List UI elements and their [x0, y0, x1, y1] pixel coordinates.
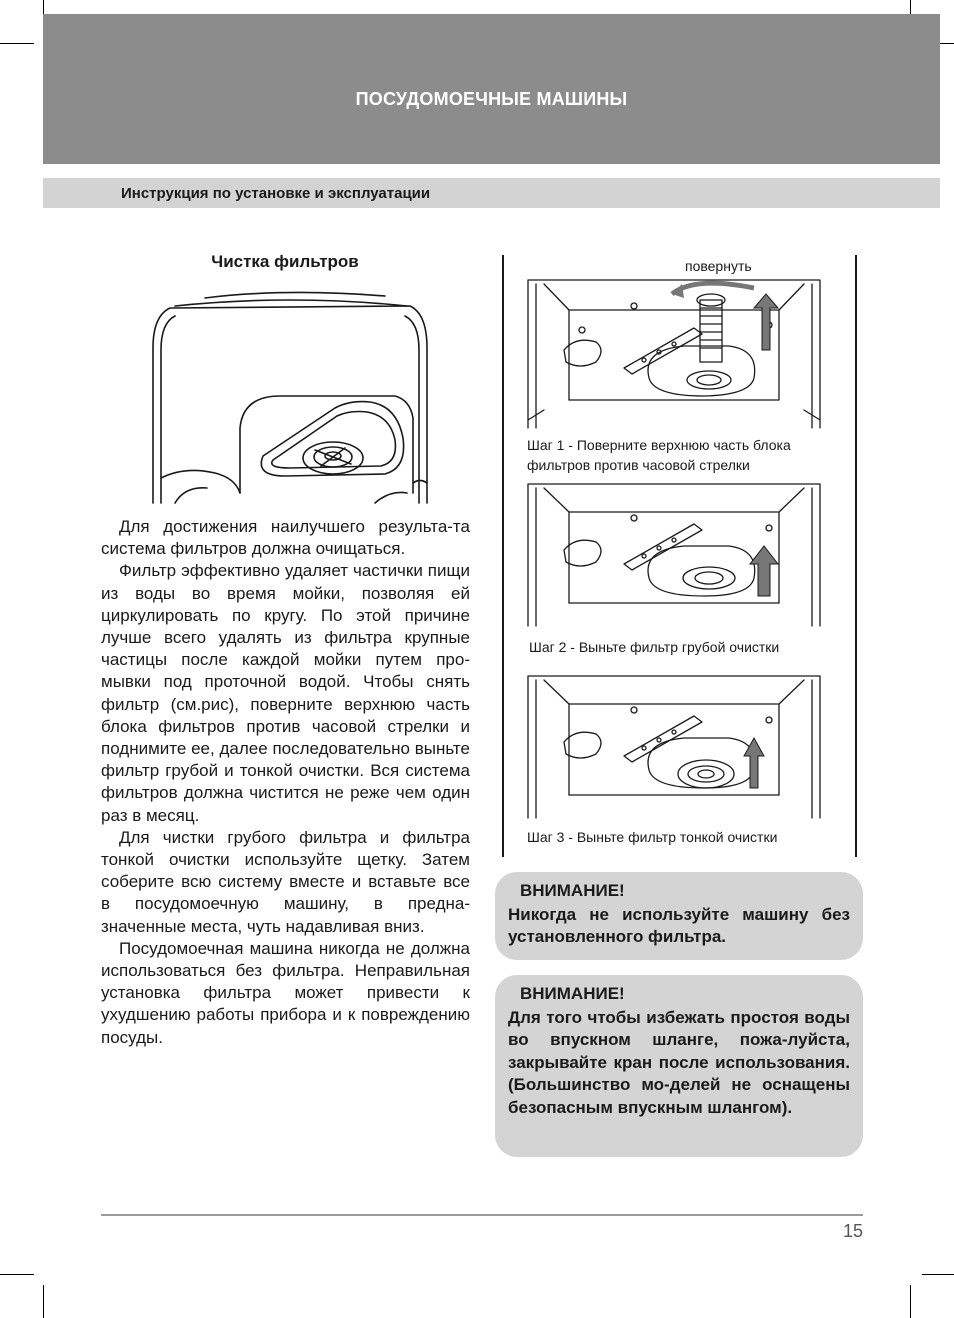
body-paragraph: Фильтр эффективно удаляет частички пищи из воды во время мойки, позволяя ей циркулировать по кругу. По этой причине лучше всего удалять из фильтра крупные частицы после каждой мойки путем про-мывки под проточной водой. Чтобы снять фильтр (см.рис), поверните верхнюю часть блока фильтров против часовой стрелки и поднимите ее, далее последовательно выньте фильтр грубой и тонкой очистки. Вся система фильтров должна чистится не реже чем один раз в месяц. — [101, 561, 470, 825]
rotate-label: повернуть — [685, 258, 752, 274]
warning-text: Для того чтобы избежать простоя воды во впускном шланге, пожа-луйста, закрывайте кран после использования. (Большинство мо-делей не оснащены безопасным впускным шлангом). — [508, 1008, 850, 1117]
column-divider-right — [855, 255, 857, 857]
warning-title: ВНИМАНИЕ! — [520, 984, 625, 1003]
dishwasher-filter-illustration — [145, 278, 435, 513]
step2-illustration — [524, 478, 824, 628]
step1-caption-line2: фильтров против часовой стрелки — [527, 457, 750, 473]
crop-mark — [922, 1274, 954, 1275]
header-band — [43, 14, 940, 164]
document-subtitle: Инструкция по установке и эксплуатации — [121, 185, 431, 202]
warning-text: Никогда не используйте машину без установленного фильтра. — [508, 905, 850, 947]
page-title: ПОСУДОМОЕЧНЫЕ МАШИНЫ — [355, 89, 628, 109]
body-paragraph: Посудомоечная машина никогда не должна использоваться без фильтра. Неправильная установка фильтра может привести к ухудшению работы прибора и к повреждению посуды. — [101, 938, 470, 1047]
crop-mark — [910, 1285, 911, 1318]
step2-caption: Шаг 2 - Выньте фильтр грубой очистки — [529, 639, 780, 655]
crop-mark — [0, 43, 34, 44]
warning-title: ВНИМАНИЕ! — [520, 881, 625, 900]
body-paragraph: Для достижения наилучшего результа-та система фильтров должна очищаться. — [101, 517, 470, 559]
column-divider-left — [502, 255, 504, 857]
body-paragraph: Для чистки грубого фильтра и фильтра тонкой очистки используйте щетку. Затем соберите всю систему вместе и вставьте все в посудомоечную машину, в предна-значенные места, чуть надавливая вниз. — [101, 827, 470, 936]
page-number: 15 — [842, 1221, 863, 1241]
step3-caption: Шаг 3 - Выньте фильтр тонкой очистки — [527, 829, 778, 845]
subheader-band — [43, 178, 940, 208]
body-text — [101, 516, 470, 1049]
footer-rule — [101, 1214, 863, 1216]
warning-box-1 — [495, 872, 863, 960]
step1-caption-line1: Шаг 1 - Поверните верхнюю часть блока — [527, 437, 791, 453]
step3-illustration — [524, 670, 824, 820]
section-title: Чистка фильтров — [211, 252, 359, 271]
crop-mark — [43, 1285, 44, 1318]
crop-mark — [0, 1274, 34, 1275]
step1-illustration — [524, 270, 824, 430]
warning-box-2 — [495, 975, 863, 1157]
